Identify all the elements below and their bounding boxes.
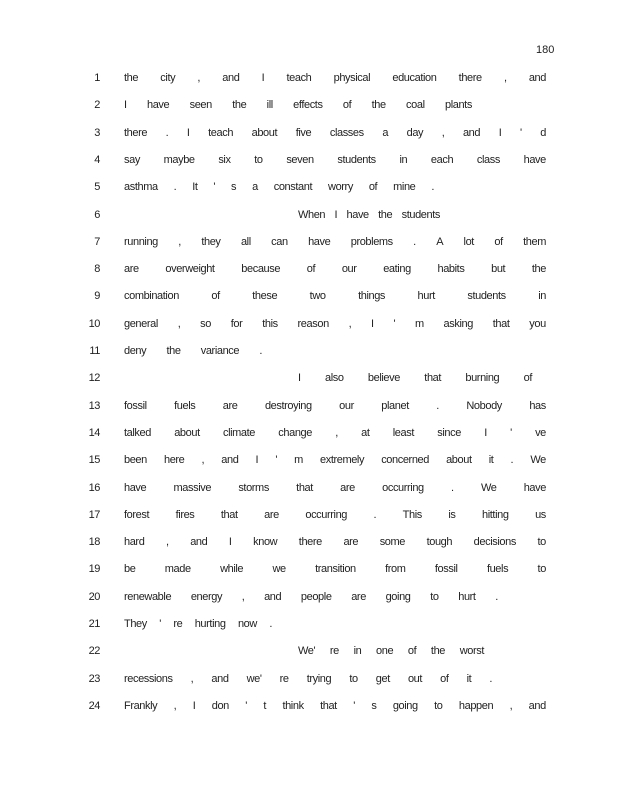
line-text: combination of these two things hurt students in [124,290,546,303]
transcript-line [0,536,618,552]
line-number: 16 [88,481,100,494]
transcript-line [0,454,618,470]
line-text: be made while we transition from fossil fuels to [124,563,546,576]
line-number: 11 [89,345,100,357]
transcript-line [0,645,618,661]
line-text: deny the variance . [124,345,262,357]
line-text: say maybe six to seven students in each class have [124,153,546,166]
line-text: asthma . It ' s a constant worry of mine . [124,181,434,194]
transcript-line [0,563,618,579]
line-number: 19 [88,563,100,576]
line-text: Frankly , I don ' t think that ' s going to happen , and [124,699,546,712]
line-text: forest fires that are occurring . This is hitting us [124,508,546,521]
transcript-line [0,181,618,197]
transcript-line [0,427,618,443]
transcript-line [0,72,618,88]
line-text: We' re in one of the worst [298,645,484,658]
line-text: recessions , and we' re trying to get out of it . [124,672,492,685]
line-text: general , so for this reason , I ' m asking that you [124,317,546,330]
line-number: 22 [88,645,100,658]
line-text: hard , and I know there are some tough decisions to [124,536,546,549]
line-number: 10 [88,317,100,330]
line-text: They ' re hurting now . [124,618,272,630]
line-number: 20 [88,590,100,603]
line-number: 7 [94,235,100,248]
line-text: have massive storms that are occurring . We have [124,481,546,494]
transcript-line [0,700,618,716]
line-text: there . I teach about five classes a day , and I ' d [124,126,546,139]
line-number: 8 [94,263,100,276]
line-number: 17 [88,508,100,521]
line-number: 18 [88,536,100,549]
transcript-line [0,290,618,306]
line-text: running , they all can have problems . A lot of them [124,235,546,248]
line-number: 14 [88,426,100,439]
line-number: 15 [88,454,100,467]
transcript-line [0,236,618,252]
transcript-line [0,509,618,525]
transcript-line [0,263,618,279]
transcript-line [0,618,618,634]
line-number: 3 [94,126,100,139]
transcript-line [0,209,618,225]
line-number: 2 [94,99,100,112]
line-number: 1 [94,72,100,84]
line-number: 13 [88,399,100,412]
line-text: I have seen the ill effects of the coal plants [124,99,472,112]
transcript-line [0,673,618,689]
transcript-line [0,372,618,388]
line-number: 21 [88,618,100,630]
line-number: 24 [88,699,100,712]
line-text: I also believe that burning of [298,372,532,385]
line-number: 5 [94,181,100,194]
transcript-line [0,99,618,115]
line-text: fossil fuels are destroying our planet . Nobody has [124,399,546,412]
transcript-line [0,591,618,607]
line-number: 4 [94,153,100,166]
line-text: When I have the students [298,208,440,221]
page-number: 180 [536,44,555,56]
line-text: been here , and I ' m extremely concerned about it . We [124,454,546,467]
transcript-line [0,345,618,361]
line-text: are overweight because of our eating habits but the [124,263,546,276]
transcript-line [0,400,618,416]
line-number: 6 [94,208,100,221]
line-number: 23 [88,672,100,685]
transcript-line [0,482,618,498]
transcript-line [0,318,618,334]
transcript-line [0,127,618,143]
line-number: 9 [94,290,100,303]
line-text: renewable energy , and people are going to hurt . [124,590,498,603]
line-number: 12 [88,372,100,385]
line-text: the city , and I teach physical education there , and [124,72,546,84]
line-text: talked about climate change , at least since I ' ve [124,426,546,439]
transcript-line [0,154,618,170]
